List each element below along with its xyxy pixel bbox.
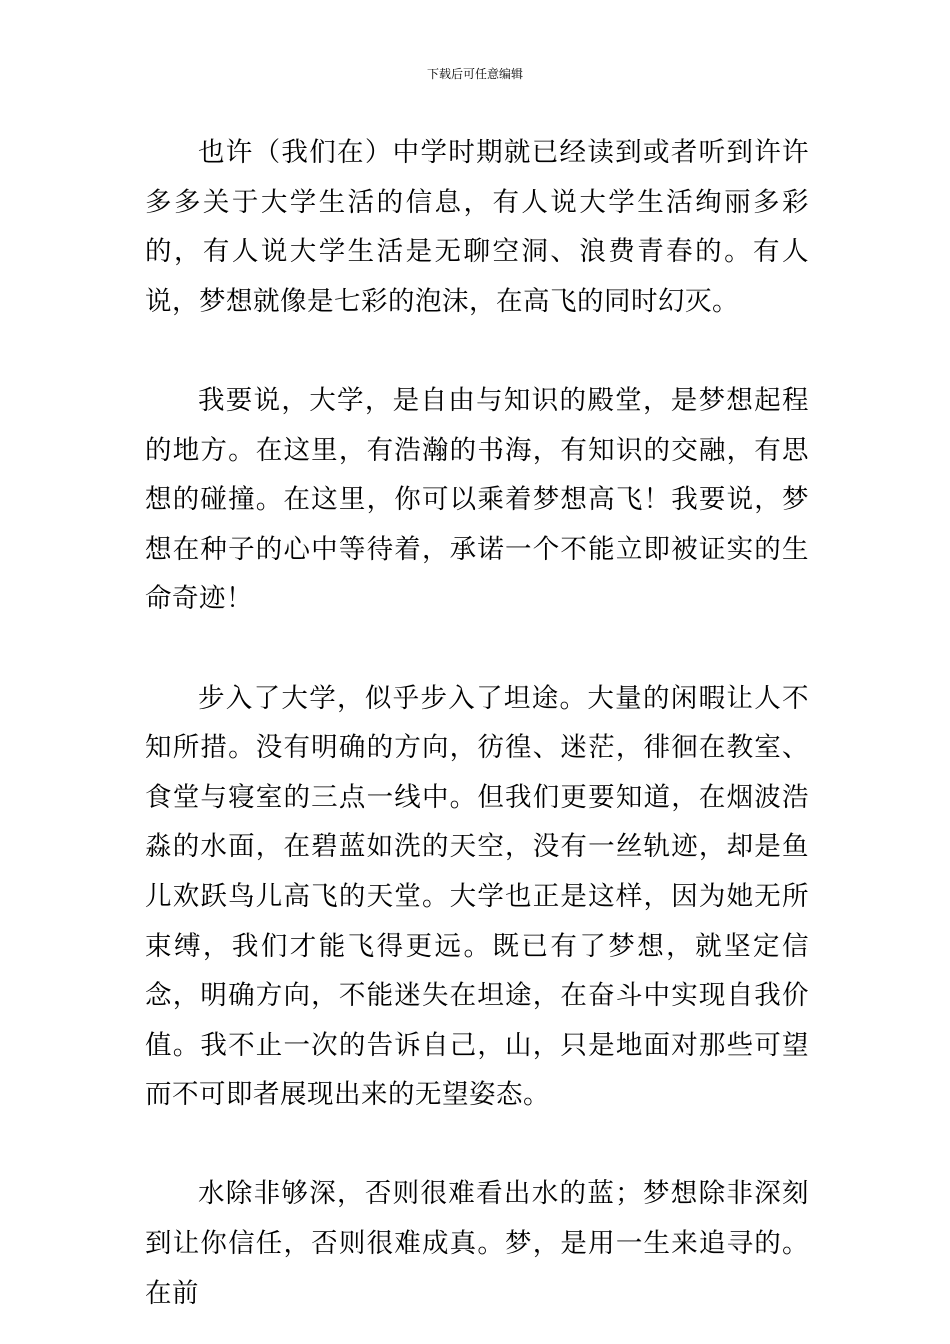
paragraph-4: 水除非够深，否则很难看出水的蓝；梦想除非深刻到让你信任，否则很难成真。梦，是用一生来追寻的。在前 [145, 1178, 809, 1309]
document-body [145, 128, 809, 1318]
paragraph-1: 也许（我们在）中学时期就已经读到或者听到许许多多关于大学生活的信息，有人说大学生活绚丽多彩的，有人说大学生活是无聊空洞、浪费青春的。有人说，梦想就像是七彩的泡沫，在高飞的同时幻灭。 [145, 137, 809, 317]
page-header: 下载后可任意编辑 [426, 67, 523, 81]
paragraph-2: 我要说，大学，是自由与知识的殿堂，是梦想起程的地方。在这里，有浩瀚的书海，有知识的交融，有思想的碰撞。在这里，你可以乘着梦想高飞！我要说，梦想在种子的心中等待着，承诺一个不能立即被证实的生命奇迹！ [145, 384, 809, 615]
paragraph-3: 步入了大学，似乎步入了坦途。大量的闲暇让人不知所措。没有明确的方向，彷徨、迷茫，徘徊在教室、食堂与寝室的三点一线中。但我们更要知道，在烟波浩淼的水面，在碧蓝如洗的天空，没有一丝轨迹，却是鱼儿欢跃鸟儿高飞的天堂。大学也正是这样，因为她无所束缚，我们才能飞得更远。既已有了梦想，就坚定信念，明确方向，不能迷失在坦途，在奋斗中实现自我价值。我不止一次的告诉自己，山，只是地面对那些可望而不可即者展现出来的无望姿态。 [145, 682, 809, 1111]
